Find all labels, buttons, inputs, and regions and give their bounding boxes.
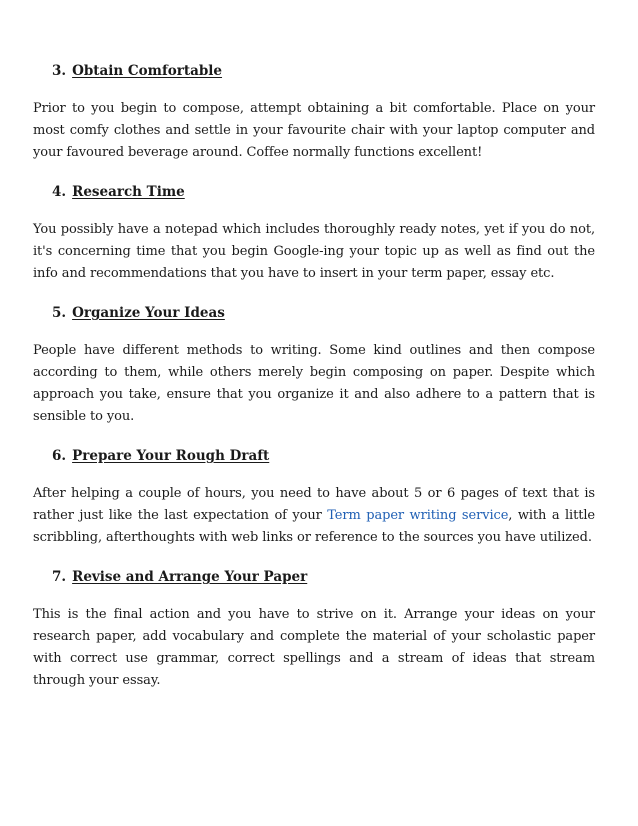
section-number: 4.: [52, 184, 67, 200]
section-title: Revise and Arrange Your Paper: [72, 569, 308, 585]
section-heading-prepare-your-rough-draft: [52, 445, 595, 467]
paragraph-text-after-link: , with a little scribbling, afterthoughts with web links or reference to the sources you have utilized.: [33, 508, 595, 545]
section-title: Obtain Comfortable: [72, 63, 223, 79]
section-title: Organize Your Ideas: [72, 305, 225, 321]
section-heading-revise-and-arrange: [52, 566, 595, 588]
section-paragraph-research-time: You possibly have a notepad which includes thoroughly ready notes, yet if you do not, it's concerning time that you begin Google-ing your topic up as well as find out the info and recommendations that you have to insert in your term paper, essay etc.: [33, 222, 595, 281]
section-heading-organize-your-ideas: [52, 302, 595, 324]
section-paragraph-organize-your-ideas: People have different methods to writing. Some kind outlines and then compose according to them, while others merely begin composing on paper. Despite which approach you take, ensure that you organize it and also adhere to a pattern that is sensible to you.: [33, 343, 595, 424]
term-paper-writing-service-link[interactable]: Term paper writing service: [327, 508, 509, 523]
paragraph-text-before-link: After helping a couple of hours, you need to have about 5 or 6 pages of text that is rather just like the last expectation of your: [33, 486, 595, 523]
section-paragraph-prepare-your-rough-draft: [33, 483, 595, 549]
section-paragraph-obtain-comfortable: Prior to you begin to compose, attempt obtaining a bit comfortable. Place on your most comfy clothes and settle in your favourite chair with your laptop computer and your favoured beverage around. Coffee normally functions excellent!: [33, 101, 595, 160]
section-number: 7.: [52, 569, 67, 585]
section-heading-obtain-comfortable: [52, 60, 595, 82]
section-title: Prepare Your Rough Draft: [72, 448, 270, 464]
section-heading-research-time: [52, 181, 595, 203]
section-paragraph-revise-and-arrange: This is the final action and you have to strive on it. Arrange your ideas on your research paper, add vocabulary and complete the material of your scholastic paper with correct use grammar, correct spellings and a stream of ideas that stream through your essay.: [33, 607, 595, 688]
document-page: [33, 60, 595, 692]
section-title: Research Time: [72, 184, 185, 200]
section-number: 6.: [52, 448, 67, 464]
section-number: 3.: [52, 63, 67, 79]
section-number: 5.: [52, 305, 67, 321]
